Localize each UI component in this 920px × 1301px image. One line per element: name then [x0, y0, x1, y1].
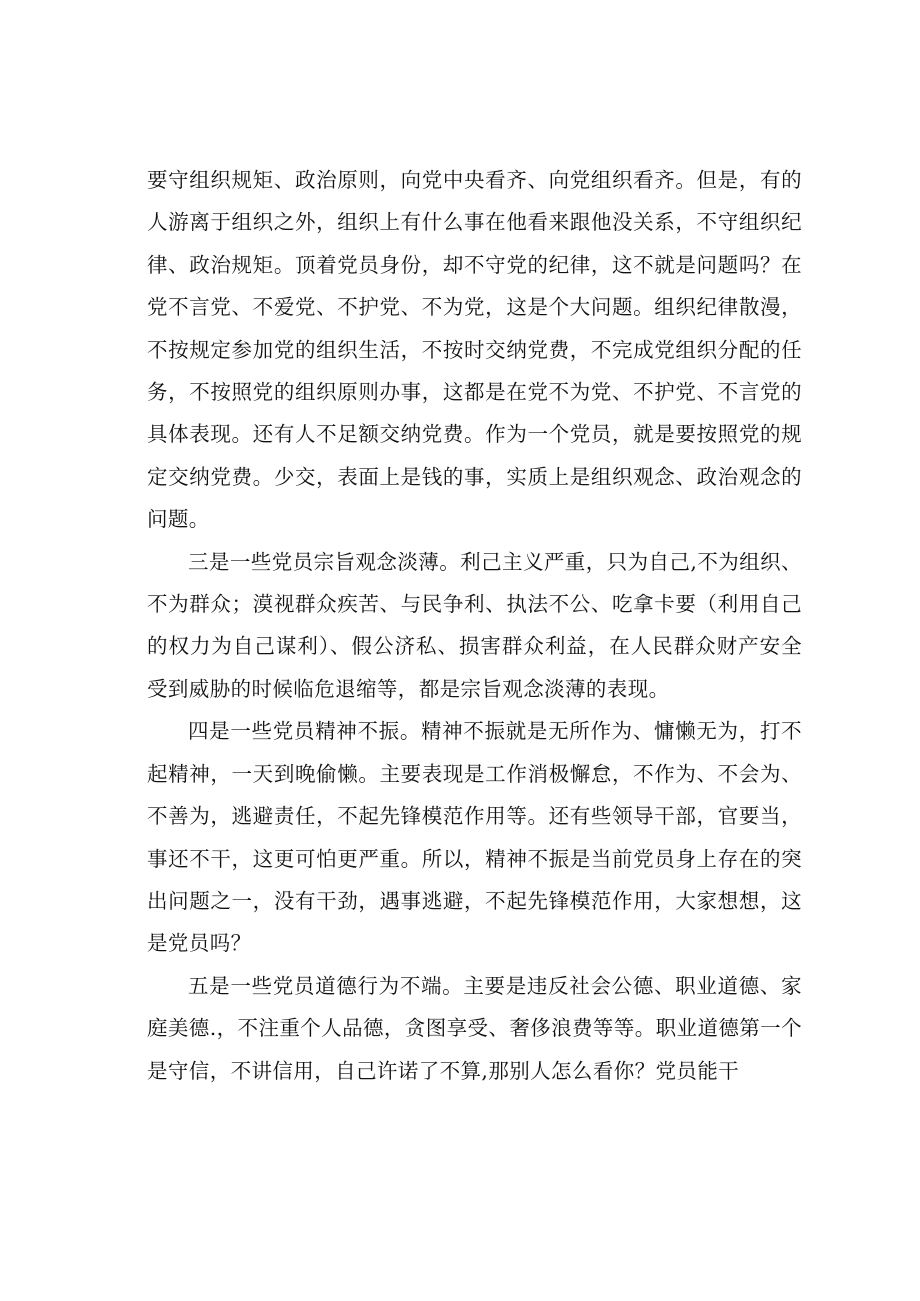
paragraph-1: 要守组织规矩、政治原则，向党中央看齐、向党组织看齐。但是，有的人游离于组织之外，组织上有什么事在他看来跟他没关系，不守组织纪律、政治规矩。顶着党员身份，却不守党的纪律，这不就是问题吗？在党不言党、不爱党、不护党、不为党，这是个大问题。组织纪律散漫，不按规定参加党的组织生活，不按时交纳党费，不完成党组织分配的任务，不按照党的组织原则办事，这都是在党不为党、不护党、不言党的具体表现。还有人不足额交纳党费。作为一个党员，就是要按照党的规定交纳党费。少交，表面上是钱的事，实质上是组织观念、政治观念的问题。: [147, 168, 802, 532]
paragraph-3: 四是一些党员精神不振。精神不振就是无所作为、慵懒无为，打不起精神，一天到晚偷懒。主要表现是工作消极懈怠，不作为、不会为、不善为，逃避责任，不起先锋模范作用等。还有些领导干部，官要当，事还不干，这更可怕更严重。所以，精神不振是当前党员身上存在的突出问题之一，没有干劲，遇事逃避，不起先锋模范作用，大家想想，这是党员吗？: [147, 719, 802, 956]
paragraph-4: 五是一些党员道德行为不端。主要是违反社会公德、职业道德、家庭美德.，不注重个人品德，贪图享受、奢侈浪费等等。职业道德第一个是守信，不讲信用，自己许诺了不算,那别人怎么看你？党员能干: [147, 973, 802, 1083]
paragraph-2: 三是一些党员宗旨观念淡薄。利己主义严重，只为自己,不为组织、不为群众；漠视群众疾苦、与民争利、执法不公、吃拿卡要（利用自己的权力为自己谋利）、假公济私、损害群众利益，在人民群众财产安全受到威胁的时候临危退缩等，都是宗旨观念淡薄的表现。: [147, 549, 802, 701]
body-text: [147, 159, 802, 1092]
